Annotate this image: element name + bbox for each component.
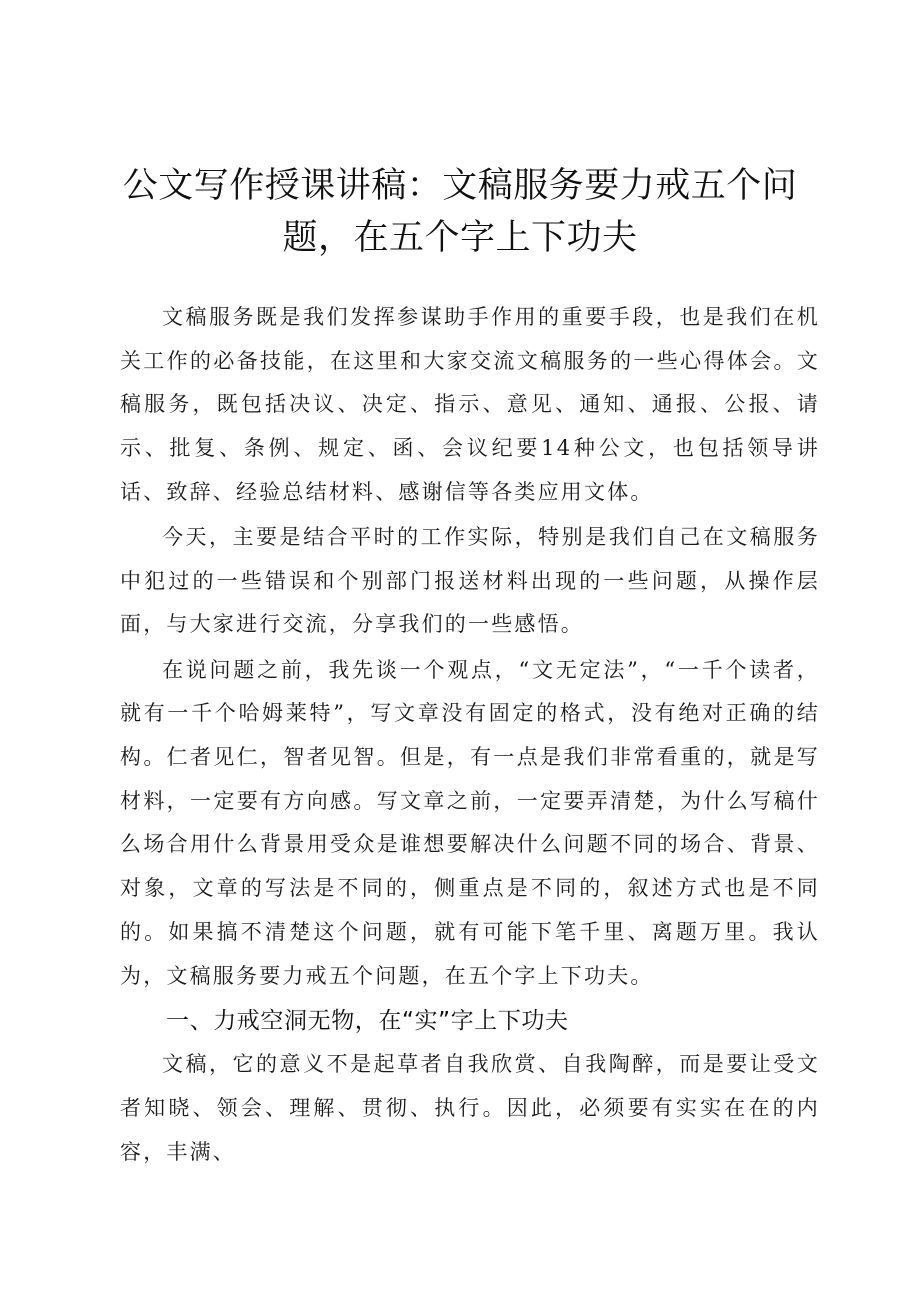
context-paragraph: 今天，主要是结合平时的工作实际，特别是我们自己在文稿服务中犯过的一些错误和个别部门报送材料出现的一些问题，从操作层面，与大家进行交流，分享我们的一些感悟。 — [120, 525, 820, 637]
intro-paragraph: 文稿服务既是我们发挥参谋助手作用的重要手段，也是我们在机关工作的必备技能，在这里和大家交流文稿服务的一些心得体会。文稿服务，既包括决议、决定、指示、意见、通知、通报、公报、请示、批复、条例、规定、函、会议纪要14种公文，也包括领导讲话、致辞、经验总结材料、感谢信等各类应用文体。 — [120, 305, 820, 504]
viewpoint-paragraph: 在说问题之前，我先谈一个观点，“文无定法”，“一千个读者，就有一千个哈姆莱特”，写文章没有固定的格式，没有绝对正确的结构。仁者见仁，智者见智。但是，有一点是我们非常看重的，就是写材料，一定要有方向感。写文章之前，一定要弄清楚，为什么写稿什么场合用什么背景用受众是谁想要解决什么问题不同的场合、背景、对象，文章的写法是不同的，侧重点是不同的，叙述方式也是不同的。如果搞不清楚这个问题，就有可能下笔千里、离题万里。我认为，文稿服务要力戒五个问题，在五个字上下功夫。 — [120, 657, 820, 988]
title-line-1: 公文写作授课讲稿：文稿服务要力戒五个问 — [122, 166, 798, 206]
title-line-2: 题，在五个字上下功夫 — [282, 218, 638, 258]
document-title — [120, 160, 800, 264]
document-body — [120, 296, 820, 1176]
section-paragraph: 文稿，它的意义不是起草者自我欣赏、自我陶醉，而是要让受文者知晓、领会、理解、贯彻、执行。因此，必须要有实实在在的内容，丰满、 — [120, 1052, 820, 1164]
section-heading: 一、力戒空洞无物，在“实”字上下功夫 — [166, 1007, 569, 1034]
